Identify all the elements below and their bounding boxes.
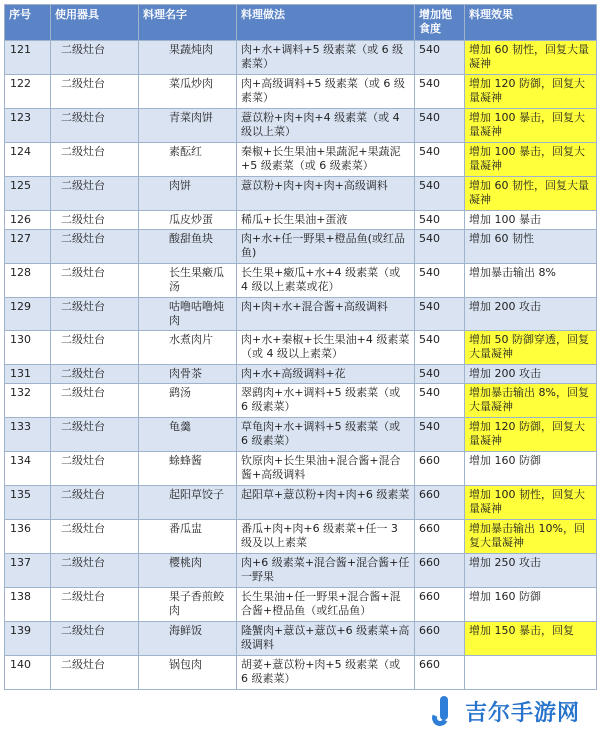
table-row	[5, 177, 597, 211]
cell-tool: 二级灶台	[51, 452, 139, 486]
cell-dish-name: 素酝红	[139, 143, 237, 177]
header-recipe: 料理做法	[237, 5, 415, 41]
cell-satiety: 660	[415, 588, 465, 622]
cell-effect: 增加 150 暴击，回复	[465, 622, 597, 656]
header-index: 序号	[5, 5, 51, 41]
cell-dish-name: 肉饼	[139, 177, 237, 211]
table-header-row	[5, 5, 597, 41]
cell-satiety: 540	[415, 109, 465, 143]
cell-satiety: 660	[415, 520, 465, 554]
cell-dish-name: 肉骨茶	[139, 365, 237, 384]
cell-dish-name: 瓜皮炒蛋	[139, 211, 237, 230]
cell-satiety: 540	[415, 211, 465, 230]
table-row	[5, 520, 597, 554]
cell-tool: 二级灶台	[51, 384, 139, 418]
cell-recipe: 稀瓜+长生果油+蛋液	[237, 211, 415, 230]
cell-satiety: 660	[415, 452, 465, 486]
cell-dish-name: 咕噜咕噜炖肉	[139, 298, 237, 331]
cell-tool: 二级灶台	[51, 486, 139, 520]
table-row	[5, 109, 597, 143]
cell-effect: 增加 100 暴击，回复大量凝神	[465, 143, 597, 177]
cell-recipe: 长生果油+任一野果+混合酱+混合酱+橙品鱼（或红品鱼）	[237, 588, 415, 622]
table-row	[5, 656, 597, 690]
header-tool: 使用器具	[51, 5, 139, 41]
cell-recipe: 翠鹞肉+水+调料+5 级素菜（或 6 级素菜）	[237, 384, 415, 418]
cell-index: 127	[5, 230, 51, 264]
cell-dish-name: 酸甜鱼块	[139, 230, 237, 264]
cell-tool: 二级灶台	[51, 177, 139, 211]
table-row	[5, 75, 597, 109]
cell-recipe: 肉+水+高级调料+花	[237, 365, 415, 384]
table-row	[5, 143, 597, 177]
cell-satiety: 660	[415, 486, 465, 520]
cell-index: 129	[5, 298, 51, 331]
cell-index: 122	[5, 75, 51, 109]
cell-tool: 二级灶台	[51, 298, 139, 331]
cell-recipe: 隆蟹肉+薏苡+薏苡+6 级素菜+高级调料	[237, 622, 415, 656]
cell-tool: 二级灶台	[51, 588, 139, 622]
cell-satiety: 660	[415, 656, 465, 690]
cell-dish-name: 起阳草饺子	[139, 486, 237, 520]
cell-dish-name: 樱桃肉	[139, 554, 237, 588]
cell-index: 138	[5, 588, 51, 622]
watermark	[423, 691, 586, 731]
cell-recipe: 番瓜+肉+肉+6 级素菜+任一 3 级及以上素菜	[237, 520, 415, 554]
table-row	[5, 365, 597, 384]
cell-effect: 增加 50 防御穿透，回复大量凝神	[465, 331, 597, 365]
cell-recipe: 肉+6 级素菜+混合酱+混合酱+任一野果	[237, 554, 415, 588]
header-effect: 料理效果	[465, 5, 597, 41]
cell-satiety: 660	[415, 622, 465, 656]
cell-index: 133	[5, 418, 51, 452]
cell-index: 123	[5, 109, 51, 143]
cell-recipe: 草龟肉+水+调料+5 级素菜（或 6 级素菜）	[237, 418, 415, 452]
cell-recipe: 钦原肉+长生果油+混合酱+混合酱+高级调料	[237, 452, 415, 486]
table-row	[5, 384, 597, 418]
cell-tool: 二级灶台	[51, 264, 139, 298]
cell-tool: 二级灶台	[51, 109, 139, 143]
cell-effect: 增加 60 韧性，回复大量凝神	[465, 41, 597, 75]
cell-index: 132	[5, 384, 51, 418]
cell-effect: 增加 100 韧性，回复大量凝神	[465, 486, 597, 520]
cell-effect: 增加 160 防御	[465, 452, 597, 486]
cell-effect: 增加 160 防御	[465, 588, 597, 622]
cell-dish-name: 番瓜盅	[139, 520, 237, 554]
cell-recipe: 肉+高级调料+5 级素菜（或 6 级素菜）	[237, 75, 415, 109]
cell-satiety: 540	[415, 384, 465, 418]
table-row	[5, 41, 597, 75]
cell-index: 131	[5, 365, 51, 384]
cell-satiety: 540	[415, 230, 465, 264]
cell-recipe: 肉+水+任一野果+橙品鱼(或红品鱼)	[237, 230, 415, 264]
cell-index: 136	[5, 520, 51, 554]
cell-effect: 增加 120 防御，回复大量凝神	[465, 75, 597, 109]
cell-recipe: 胡荽+薏苡粉+肉+5 级素菜（或 6 级素菜）	[237, 656, 415, 690]
cell-tool: 二级灶台	[51, 143, 139, 177]
cell-effect: 增加暴击输出 10%，回复大量凝神	[465, 520, 597, 554]
cell-effect: 增加 100 暴击	[465, 211, 597, 230]
cell-index: 124	[5, 143, 51, 177]
cell-effect: 增加 250 攻击	[465, 554, 597, 588]
cell-index: 139	[5, 622, 51, 656]
cell-effect: 增加 100 暴击，回复大量凝神	[465, 109, 597, 143]
cell-recipe: 长生果+瘷瓜+水+4 级素菜（或 4 级以上素菜或花）	[237, 264, 415, 298]
cell-satiety: 660	[415, 554, 465, 588]
cell-index: 137	[5, 554, 51, 588]
header-dish-name: 料理名字	[139, 5, 237, 41]
table-row	[5, 452, 597, 486]
cell-recipe: 薏苡粉+肉+肉+肉+高级调料	[237, 177, 415, 211]
table-row	[5, 211, 597, 230]
recipe-table	[4, 4, 597, 690]
cell-satiety: 540	[415, 75, 465, 109]
cell-effect: 增加 200 攻击	[465, 298, 597, 331]
table-row	[5, 331, 597, 365]
cell-index: 130	[5, 331, 51, 365]
cell-tool: 二级灶台	[51, 554, 139, 588]
table-row	[5, 622, 597, 656]
table-row	[5, 230, 597, 264]
cell-dish-name: 长生果瘷瓜汤	[139, 264, 237, 298]
cell-effect: 增加暴击输出 8%，回复大量凝神	[465, 384, 597, 418]
cell-dish-name: 青菜肉饼	[139, 109, 237, 143]
cell-recipe: 起阳草+薏苡粉+肉+肉+6 级素菜	[237, 486, 415, 520]
cell-satiety: 540	[415, 41, 465, 75]
cell-dish-name: 龟羹	[139, 418, 237, 452]
cell-tool: 二级灶台	[51, 520, 139, 554]
cell-satiety: 540	[415, 298, 465, 331]
cell-tool: 二级灶台	[51, 331, 139, 365]
cell-effect: 增加 200 攻击	[465, 365, 597, 384]
cell-dish-name: 水煮肉片	[139, 331, 237, 365]
cell-satiety: 540	[415, 418, 465, 452]
watermark-text: 吉尔手游网	[464, 700, 580, 726]
cell-satiety: 540	[415, 331, 465, 365]
cell-dish-name: 果子香煎鲛肉	[139, 588, 237, 622]
cell-effect: 增加 60 韧性，回复大量凝神	[465, 177, 597, 211]
header-satiety: 增加饱食度	[415, 5, 465, 41]
table-row	[5, 486, 597, 520]
cell-effect: 增加 120 防御，回复大量凝神	[465, 418, 597, 452]
table-row	[5, 588, 597, 622]
cell-index: 125	[5, 177, 51, 211]
cell-tool: 二级灶台	[51, 230, 139, 264]
cell-satiety: 540	[415, 264, 465, 298]
cell-index: 140	[5, 656, 51, 690]
cell-tool: 二级灶台	[51, 622, 139, 656]
cell-dish-name: 海鲜饭	[139, 622, 237, 656]
j-logo-icon	[429, 694, 459, 728]
cell-effect: 增加暴击输出 8%	[465, 264, 597, 298]
cell-dish-name: 鹞汤	[139, 384, 237, 418]
cell-dish-name: 果蔬炖肉	[139, 41, 237, 75]
cell-dish-name: 蜍蜂酱	[139, 452, 237, 486]
cell-index: 128	[5, 264, 51, 298]
cell-index: 135	[5, 486, 51, 520]
table-row	[5, 554, 597, 588]
cell-satiety: 540	[415, 177, 465, 211]
cell-recipe: 肉+水+秦椒+长生果油+4 级素菜（或 4 级以上素菜）	[237, 331, 415, 365]
cell-dish-name: 菜瓜炒肉	[139, 75, 237, 109]
cell-recipe: 薏苡粉+肉+肉+4 级素菜（或 4 级以上菜）	[237, 109, 415, 143]
cell-satiety: 540	[415, 365, 465, 384]
cell-tool: 二级灶台	[51, 365, 139, 384]
cell-effect: 增加 60 韧性	[465, 230, 597, 264]
table-row	[5, 264, 597, 298]
cell-satiety: 540	[415, 143, 465, 177]
cell-tool: 二级灶台	[51, 41, 139, 75]
cell-recipe: 肉+水+调料+5 级素菜（或 6 级素菜）	[237, 41, 415, 75]
cell-dish-name: 锅包肉	[139, 656, 237, 690]
cell-effect	[465, 656, 597, 690]
table-row	[5, 298, 597, 331]
cell-recipe: 秦椒+长生果油+果蔬泥+果蔬泥+5 级素菜（或 6 级素菜）	[237, 143, 415, 177]
cell-tool: 二级灶台	[51, 418, 139, 452]
cell-tool: 二级灶台	[51, 75, 139, 109]
cell-tool: 二级灶台	[51, 656, 139, 690]
cell-index: 121	[5, 41, 51, 75]
table-row	[5, 418, 597, 452]
cell-index: 126	[5, 211, 51, 230]
cell-index: 134	[5, 452, 51, 486]
cell-recipe: 肉+肉+水+混合酱+高级调料	[237, 298, 415, 331]
cell-tool: 二级灶台	[51, 211, 139, 230]
